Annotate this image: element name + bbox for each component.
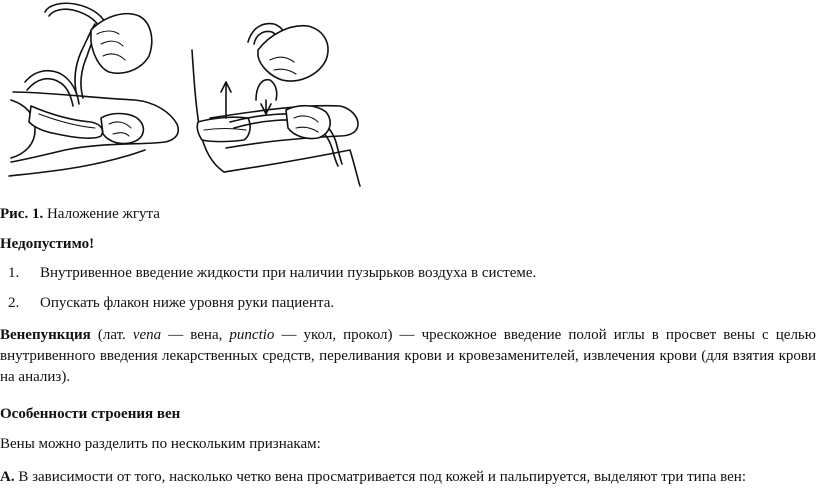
list-item-number: 2. [8, 295, 20, 311]
list-item-text: Внутривенное введение жидкости при наличии пузырьков воздуха в системе. [40, 265, 537, 281]
section-heading: Особенности строения вен [0, 406, 181, 422]
definition-term: Венепункция [0, 327, 91, 343]
point-text: В зависимости от того, насколько четко вена просматривается под кожей и пальпируется, выделяют три типа вен: [14, 469, 746, 485]
definition-part-3: — укол, прокол) — чрескожное введение полой иглы в просвет вены с целью внутривенного введения лекарственных средств, переливания крови и кровезаменителей, извлечения крови (для взятия крови на анализ). [0, 327, 816, 385]
section-point-a [0, 468, 746, 486]
figure-caption-text: Наложение жгута [46, 206, 160, 222]
list-item-text: Опускать флакон ниже уровня руки пациента. [40, 295, 335, 311]
definition-part-2: — вена, [161, 327, 230, 343]
list-item-number: 1. [8, 265, 20, 281]
point-label: А. [0, 469, 15, 485]
figure-caption [0, 205, 160, 223]
definition-part-1: (лат. [90, 327, 133, 343]
tourniquet-illustration [0, 0, 816, 195]
definition-latin-2: punctio [229, 327, 275, 343]
figure-caption-label: Рис. 1. [0, 206, 44, 222]
definition-latin-1: vena [132, 327, 162, 343]
warning-heading: Недопустимо! [0, 236, 95, 252]
venipuncture-definition [0, 325, 816, 388]
tourniquet-drawing-left [5, 0, 185, 190]
tourniquet-drawing-right [190, 0, 365, 190]
section-intro: Вены можно разделить по нескольким признакам: [0, 436, 321, 452]
